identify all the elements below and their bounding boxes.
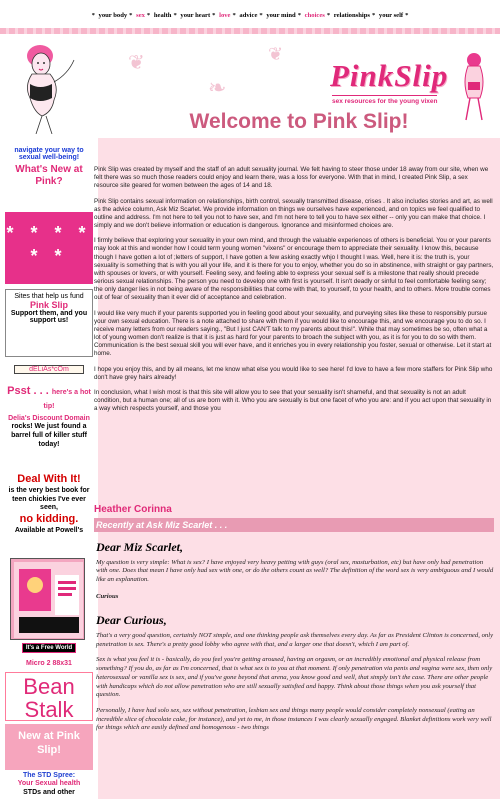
logo-tagline: sex resources for the young vixen bbox=[332, 95, 437, 105]
advice-reply-paragraph: That's a very good question, certainly NOT simple, and one thinking people ask themselves every day. As far as President Clinton is concerned, only penetration is sex. There's a pretty good lobby who agree with that, and a larger one that doesn't, which I am part of. bbox=[96, 632, 494, 648]
nav-advice[interactable]: advice bbox=[239, 12, 258, 19]
micro-banner[interactable]: Micro 2 88x31 bbox=[5, 660, 93, 667]
flourish-icon: ❧ bbox=[208, 76, 227, 101]
flourish-icon: ❦ bbox=[268, 44, 284, 65]
delias-text: Delia's bbox=[8, 414, 31, 422]
free-world-badge[interactable]: It's a Free World bbox=[22, 643, 76, 653]
intro-paragraph: I would like very much if your parents supported you in feeling good about your sexuality, and purveying sites like these to responsibly pursue your own sexual education. There is a note attached to share with them if you would like to encourage this, and we encourage you to do so. I receive many letters from our readers saying., "But I just CAN'T talk to my parents about this!". While that may sometimes be so, often what a lot of young women don't realize is that it is just as hard for your parents to broach the subject with you, as it is for you to do so with them. Communication is the best sexual skill you will ever have, and it enriches you in every relationship you foster, sexual or otherwise. Let it start at home. bbox=[94, 309, 492, 358]
intro-text bbox=[94, 166, 494, 420]
advice-letter: My question is very simple: What is sex? I have enjoyed very heavy petting with guys (oral sex, masturbation, etc) but have only had penetration with one. Does that mean I have only had sex with one, or do the others count as well? The definition of the word sex is very ambiguous and I would like an explanation. bbox=[96, 558, 494, 583]
advice-reply-greeting: Dear Curious, bbox=[96, 613, 167, 628]
delias-banner[interactable]: dELiAs*cOm bbox=[14, 365, 84, 374]
intro-paragraph: In conclusion, what I wish most is that this site will allow you to see that your sexuality isn't shameful, and that sexuality is not an adult condition, but a human one; all of us are born with it. Who you are sexually is but one facet of who you are: and if you act upon that sexuality in a way which respects yourself, and those you bbox=[94, 388, 492, 413]
top-navigation: * your body * sex * health * your heart * love * advice * your mind * choices * relationships * your self * bbox=[91, 12, 409, 19]
nav-your-mind[interactable]: your mind bbox=[266, 12, 296, 19]
author-name: Heather Corinna bbox=[94, 504, 172, 515]
rocks-text: rocks! We just found a barrel full of killer stuff today! bbox=[11, 423, 87, 448]
nav-your-heart[interactable]: your heart bbox=[180, 12, 211, 19]
psst-heading: Psst . . . bbox=[7, 385, 49, 397]
hot-tip-text: here's a hot tip! bbox=[43, 389, 91, 410]
intro-paragraph: I hope you enjoy this, and by all means, let me know what else you would like to see here! I'd love to have a few more staffers for Pink Slip who don't have grey hairs already! bbox=[94, 365, 493, 381]
advice-reply-paragraph: Sex is what you feel it is - basically, do you feel you're getting aroused, having an orgasm, or an incredibly emotional and physical release from something? If you do, as far as I'm concerned, that is what sex is to you at that moment. If only penetration via penis and vagina were sex, then only heterosexual or vanilla sex is sex, and if you've gone beyond that arena, you know good and well, that simply isn't the case. There are other people with handicaps which do not allow penetration who are still sexually satisfied and happy. Think about those things when you ask yourself that question. bbox=[96, 656, 493, 699]
recent-ask-miz-scarlet-bar[interactable]: Recently at Ask Miz Scarlet . . . bbox=[94, 518, 494, 532]
std-sub-text: Your Sexual health bbox=[17, 780, 81, 788]
whats-new-link[interactable]: What's New at Pink? bbox=[15, 164, 83, 187]
bean-stalk-banner[interactable] bbox=[5, 672, 93, 721]
sponsor-intro: Sites that help us fund bbox=[14, 293, 84, 300]
std-spree-link[interactable]: The STD Spree: bbox=[22, 772, 76, 779]
no-kidding-text: no kidding. bbox=[19, 513, 79, 525]
advice-greeting: Dear Miz Scarlet, bbox=[96, 540, 183, 554]
nav-your-body[interactable]: your body bbox=[98, 12, 128, 19]
deal-with-it-link[interactable]: Deal With It! bbox=[17, 473, 81, 485]
sponsor-support: Support them, and you support us! bbox=[10, 310, 88, 324]
page-title: Welcome to Pink Slip! bbox=[189, 110, 409, 133]
nav-relationships[interactable]: relationships bbox=[333, 12, 370, 19]
std-end-text: STDs and other bbox=[23, 788, 75, 796]
nav-love[interactable]: love bbox=[219, 12, 231, 19]
advice-column bbox=[94, 538, 494, 740]
sparkle-banner: * * * * * * bbox=[5, 212, 93, 284]
advice-signoff: Curious bbox=[96, 592, 119, 600]
flourish-icon: ❦ bbox=[128, 50, 145, 74]
powells-link[interactable]: Available at Powell's bbox=[14, 526, 84, 534]
new-at-pinkslip-link[interactable]: New at Pink Slip! bbox=[5, 724, 93, 770]
sponsor-pinkslip: Pink Slip bbox=[29, 300, 68, 310]
intro-paragraph: I firmly believe that exploring your sexuality in your own mind, and through the valuable experiences of others is beneficial. You or your parents may look at this and wonder how I could term young women "vixens" or encourage them to appreciate their sexuality. I know this, because though I have gotten a lot of ;letters of support, I have gotten a few asking exactly whjo I thought I was. Well, here it is: the truth is, your sexuality is something that is with you all your life, and it is there for you to enjoy, whether you do so in abstinence, with straight or gay partners, with spouses or lovers, or with yourself. Feeling sexy, and feeling able to express your sexual self is a milestone that really should precede serious sexual relationships. The person you need to develop one with first is yourself. It isn't deadly or sinful to feel comfortable feeling sexy; the only danger lies in not being aware of the responsibilities that come with that, to yourself, to your health, and to others. More trouble comes out of fear of sexuality than it ever did of acceptance and celebration. bbox=[94, 237, 494, 302]
nav-sex[interactable]: sex bbox=[136, 12, 145, 19]
bean-stalk-text: Bean Stalk bbox=[23, 674, 75, 723]
nav-health[interactable]: health bbox=[153, 12, 172, 19]
nav-your-self[interactable]: your self bbox=[378, 12, 404, 19]
deal-description: is the very best book for teen chickies I've ever seen, bbox=[8, 486, 90, 512]
intro-paragraph: Pink Slip was created by myself and the staff of an adult sexuality journal. We felt having to steer those under 18 away from our site, when we felt there was so much those readers could enjoy and learn there, was a loss for everyone. With that in mind, I created Pink Slip, a sex resource site geared for women between the ages of 14 and 18. bbox=[94, 166, 489, 190]
nav-choices[interactable]: choices bbox=[304, 12, 325, 19]
intro-paragraph: Pink Slip contains sexual information on relationships, birth control, sexually transmitted disease, crises . It also includes stories and art, as well as the advice column, Ask Miz Scarlet. We provide information on things we ourselves have experienced, and on topics we feel qualified to outline and address. I'm not here to tell you not to have sex, and I'm not here to tell you to have sex either -- only you can make that choice. I simply and we don't believe information or education is dangerous. Ignorance and misinformed choices are. bbox=[94, 197, 493, 230]
advice-reply-paragraph: Personally, I have had solo sex, sex without penetration, lesbian sex and things many people would consider completely nonsexual (eating an incredible slice of chocolate cake, for instance), and yet to me, in those instances I was clearly sexually engaged. Blanket definitions work very well for things which are easily defined and homogenous - two things bbox=[96, 706, 492, 732]
book-cover-image[interactable] bbox=[10, 558, 85, 640]
pinup-illustration bbox=[12, 42, 80, 134]
sponsor-box bbox=[5, 289, 93, 357]
sidebar-navigate-link[interactable]: navigate your way to sexual well-being! bbox=[14, 147, 84, 161]
logo-text: PinkSlip bbox=[330, 58, 449, 93]
discount-domain-link[interactable]: Discount Domain bbox=[32, 414, 90, 422]
